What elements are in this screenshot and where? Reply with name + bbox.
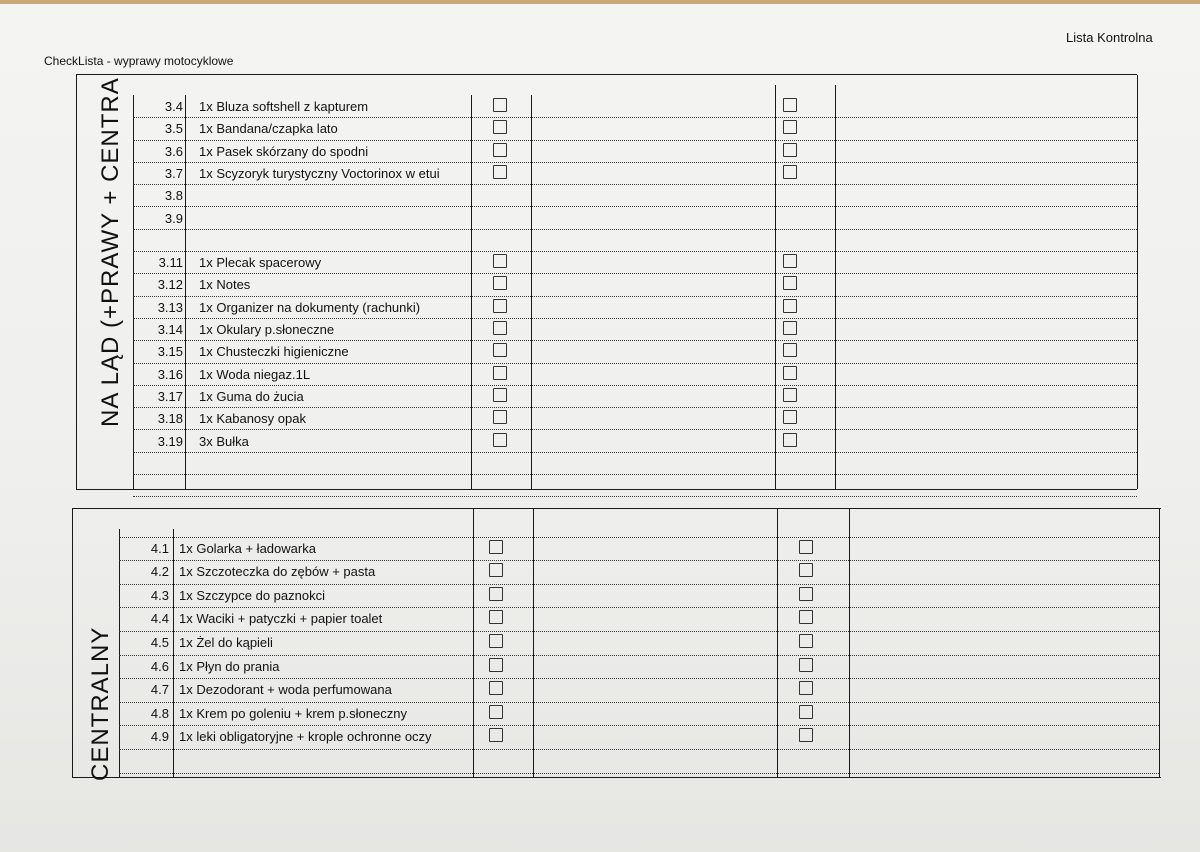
checklist-row — [119, 749, 1159, 774]
checklist-row — [133, 117, 1137, 140]
item-label: 1x Organizer na dokumenty (rachunki) — [199, 299, 421, 315]
packed-checkbox[interactable] — [489, 728, 503, 742]
item-number: 4.6 — [150, 658, 169, 674]
item-label: 1x Kabanosy opak — [199, 411, 306, 427]
packed-checkbox[interactable] — [493, 299, 507, 313]
packed-checkbox[interactable] — [493, 388, 507, 402]
item-number: 3.5 — [164, 121, 183, 137]
checklist-row — [133, 162, 1137, 185]
return-checkbox[interactable] — [783, 165, 797, 179]
section-right-border — [1159, 509, 1160, 777]
return-checkbox[interactable] — [799, 587, 813, 601]
checklist-row — [133, 140, 1137, 163]
item-label: 3x Bułka — [199, 433, 249, 449]
checklist-row — [133, 207, 1137, 230]
checklist-row — [119, 725, 1159, 750]
item-number: 3.11 — [158, 255, 183, 271]
item-number: 3.19 — [157, 433, 183, 449]
item-label: 1x Żel do kąpieli — [179, 635, 273, 650]
checklist-row — [133, 318, 1137, 341]
return-checkbox[interactable] — [799, 728, 813, 742]
document-title: CheckLista - wyprawy motocyklowe — [44, 54, 234, 68]
item-number: 3.14 — [157, 322, 183, 337]
checklist-row — [133, 430, 1137, 453]
return-checkbox[interactable] — [799, 658, 813, 672]
item-label: 1x Notes — [199, 277, 251, 293]
return-checkbox[interactable] — [783, 120, 797, 134]
item-number: 4.7 — [150, 682, 169, 698]
item-label: 1x Guma do żucia — [199, 388, 304, 404]
checklist-row — [133, 340, 1137, 363]
return-checkbox[interactable] — [783, 366, 797, 380]
item-label: 1x Szczoteczka do zębów + pasta — [179, 564, 376, 580]
item-number: 3.4 — [164, 99, 183, 114]
item-label: 1x Chusteczki higieniczne — [199, 344, 349, 360]
item-number: 3.12 — [157, 277, 183, 293]
return-checkbox[interactable] — [783, 433, 797, 447]
item-label: 1x Szczypce do paznokci — [179, 587, 325, 603]
item-label: 1x Bluza softshell z kapturem — [199, 99, 369, 114]
checklist-row — [119, 537, 1159, 562]
item-number: 3.16 — [157, 366, 183, 382]
checklist-row — [133, 229, 1137, 252]
checklist-row — [119, 655, 1159, 680]
item-label: 1x Okulary p.słoneczne — [199, 322, 335, 337]
item-number: 4.5 — [150, 635, 169, 650]
checklist-row — [133, 296, 1137, 319]
return-checkbox[interactable] — [783, 276, 797, 290]
item-number: 4.8 — [150, 705, 169, 721]
item-label: 1x Krem po goleniu + krem p.słoneczny — [179, 705, 407, 721]
checklist-row — [133, 452, 1137, 475]
item-label: 1x Scyzoryk turystyczny Voctorinox w etui — [199, 165, 440, 181]
return-checkbox[interactable] — [783, 343, 797, 357]
item-label: 1x Płyn do prania — [179, 658, 280, 674]
checklist-row — [119, 607, 1159, 632]
checklist-row — [119, 702, 1159, 727]
packed-checkbox[interactable] — [493, 276, 507, 290]
item-number: 3.15 — [157, 344, 183, 360]
packed-checkbox[interactable] — [489, 540, 503, 554]
document-type-label: Lista Kontrolna — [1066, 30, 1153, 45]
return-checkbox[interactable] — [799, 634, 813, 648]
checklist-row — [133, 95, 1137, 118]
section-side-label: CENTRALNY — [87, 626, 114, 781]
return-checkbox[interactable] — [783, 98, 797, 112]
section-central — [72, 508, 1161, 781]
packed-checkbox[interactable] — [493, 165, 507, 179]
item-number: 3.9 — [164, 210, 183, 226]
packed-checkbox[interactable] — [493, 254, 507, 268]
item-number: 3.6 — [164, 143, 183, 159]
checklist-row — [133, 184, 1137, 207]
packed-checkbox[interactable] — [489, 610, 503, 624]
checklist-row — [133, 363, 1137, 386]
item-number: 3.7 — [164, 165, 183, 181]
packed-checkbox[interactable] — [493, 433, 507, 447]
item-label: 1x Dezodorant + woda perfumowana — [179, 682, 392, 698]
return-checkbox[interactable] — [799, 681, 813, 695]
packed-checkbox[interactable] — [493, 143, 507, 157]
section-right-border — [1137, 75, 1138, 489]
checklist-row — [119, 584, 1159, 609]
packed-checkbox[interactable] — [489, 563, 503, 577]
return-checkbox[interactable] — [783, 321, 797, 335]
packed-checkbox[interactable] — [493, 343, 507, 357]
item-label: 1x Golarka + ładowarka — [179, 540, 316, 556]
return-checkbox[interactable] — [783, 410, 797, 424]
item-number: 3.18 — [157, 411, 183, 427]
packed-checkbox[interactable] — [489, 634, 503, 648]
packed-checkbox[interactable] — [493, 321, 507, 335]
packed-checkbox[interactable] — [493, 366, 507, 380]
checklist-row — [133, 474, 1137, 497]
packed-checkbox[interactable] — [489, 681, 503, 695]
checklist-row — [133, 251, 1137, 274]
item-label: 1x leki obligatoryjne + krople ochronne oczy — [179, 729, 432, 745]
item-label: 1x Pasek skórzany do spodni — [199, 143, 369, 159]
packed-checkbox[interactable] — [489, 587, 503, 601]
item-number: 4.3 — [150, 587, 169, 603]
checklist-row — [133, 407, 1137, 430]
item-number: 3.17 — [157, 388, 183, 404]
return-checkbox[interactable] — [799, 610, 813, 624]
item-label: 1x Bandana/czapka lato — [199, 121, 338, 137]
packed-checkbox[interactable] — [493, 120, 507, 134]
item-label: 1x Plecak spacerowy — [199, 255, 322, 271]
section-shore — [76, 74, 1137, 490]
item-number: 4.4 — [150, 611, 169, 627]
return-checkbox[interactable] — [783, 143, 797, 157]
checklist-row — [133, 273, 1137, 296]
section-side-label: NA LĄD (+PRAWY + CENTRA — [97, 77, 124, 427]
checklist-row — [119, 560, 1159, 585]
item-number: 4.2 — [150, 564, 169, 580]
return-checkbox[interactable] — [799, 705, 813, 719]
item-label: 1x Waciki + patyczki + papier toalet — [179, 611, 383, 627]
checklist-row — [119, 513, 1159, 538]
item-number: 3.13 — [157, 299, 183, 315]
packed-checkbox[interactable] — [493, 98, 507, 112]
item-label: 1x Woda niegaz.1L — [199, 366, 311, 382]
return-checkbox[interactable] — [799, 540, 813, 554]
packed-checkbox[interactable] — [489, 658, 503, 672]
packed-checkbox[interactable] — [493, 410, 507, 424]
checklist-row — [119, 678, 1159, 703]
return-checkbox[interactable] — [783, 388, 797, 402]
item-number: 3.8 — [164, 188, 183, 204]
checklist-row — [133, 385, 1137, 408]
item-number: 4.1 — [150, 540, 169, 556]
return-checkbox[interactable] — [799, 563, 813, 577]
return-checkbox[interactable] — [783, 254, 797, 268]
return-checkbox[interactable] — [783, 299, 797, 313]
item-number: 4.9 — [150, 729, 169, 745]
checklist-row — [119, 631, 1159, 656]
packed-checkbox[interactable] — [489, 705, 503, 719]
